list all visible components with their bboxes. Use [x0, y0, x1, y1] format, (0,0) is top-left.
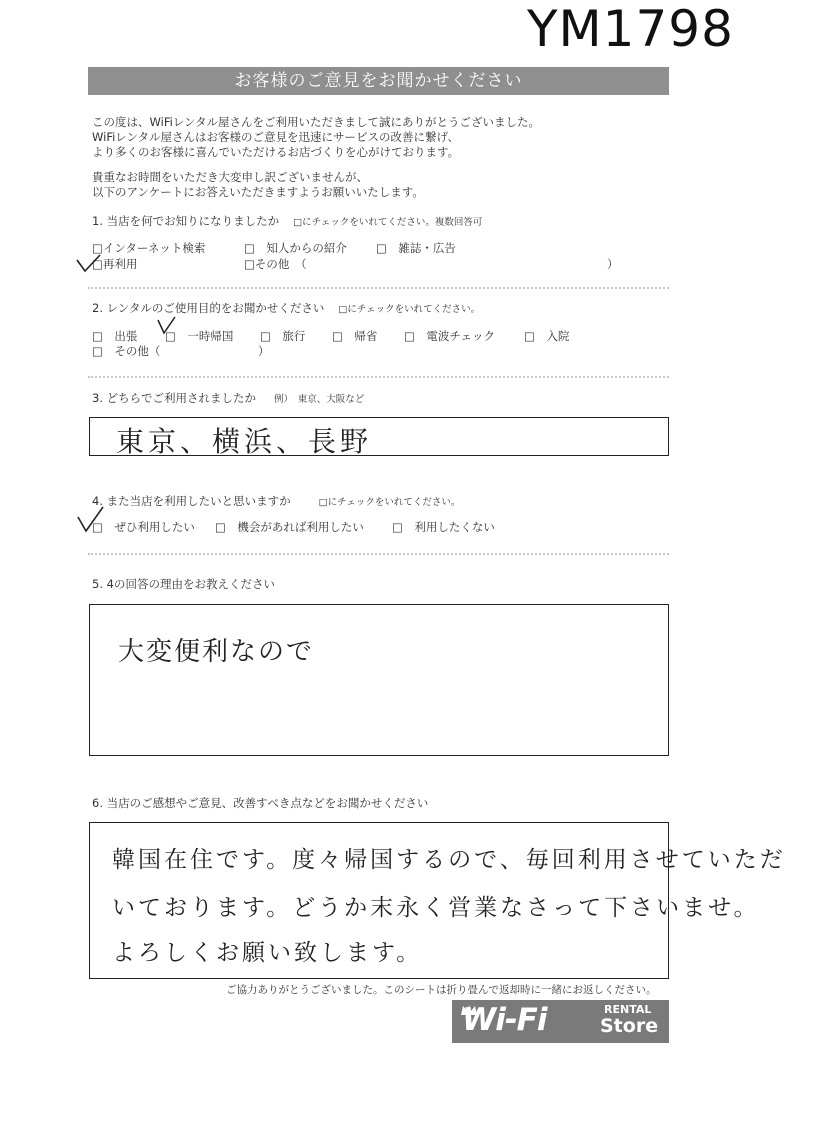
q3-answer-handwritten: 東京、横浜、長野 [116, 425, 373, 458]
logo-wifi-text: Wi-Fi [462, 1002, 547, 1038]
q4-checkmark-icon [76, 505, 106, 535]
q4-option-if-chance[interactable]: □ 機会があれば利用したい [215, 520, 364, 534]
q1-option-internet[interactable]: □インターネット検索 [92, 241, 206, 255]
divider [88, 287, 669, 289]
intro-line-2: WiFiレンタル屋さんはお客様のご意見を迅速にサービスの改善に繋げ、 [92, 130, 460, 144]
q2-option-return-home[interactable]: □ 一時帰国 [165, 329, 234, 343]
q5-label: 5. 4の回答の理由をお教えください [92, 577, 275, 591]
q3-label: 3. どちらでご利用されましたか 例） 東京、大阪など [92, 391, 365, 405]
logo-store-text: Store [600, 1015, 659, 1037]
q1-option-friend[interactable]: □ 知人からの紹介 [244, 241, 347, 255]
divider [88, 376, 669, 378]
q1-option-reuse[interactable]: □再利用 [92, 257, 138, 271]
q6-answer-line-2: いております。どうか末永く営業なさって下さいませ。 [112, 895, 760, 921]
q4-option-definitely[interactable]: □ ぜひ利用したい [92, 520, 195, 534]
q2-option-other-close: ） [258, 344, 270, 358]
q1-option-other-close: ） [607, 257, 619, 271]
q6-answer-box[interactable] [89, 822, 786, 979]
q2-option-hospital[interactable]: □ 入院 [524, 329, 570, 343]
q1-checkmark-icon [74, 252, 104, 274]
page-title: お客様のご意見をお聞かせください [88, 67, 669, 95]
q6-answer-line-3: よろしくお願い致します。 [112, 940, 423, 966]
q2-checkmark-icon [156, 316, 178, 338]
q6-answer-line-1: 韓国在住です。度々帰国するので、毎回利用させていただ [112, 847, 786, 873]
wifi-rental-store-logo [452, 1000, 669, 1043]
q1-option-other[interactable]: □その他 （ [244, 257, 307, 271]
divider [88, 553, 669, 555]
q2-option-travel[interactable]: □ 旅行 [260, 329, 306, 343]
intro-line-4: 貴重なお時間をいただき大変申し訳ございませんが、 [92, 170, 368, 184]
q2-label: 2. レンタルのご使用目的をお聞かせください □にチェックをいれてください。 [92, 301, 481, 315]
intro-line-3: より多くのお客様に喜んでいただけるお店づくりを心がけております。 [92, 145, 460, 159]
q5-answer-handwritten: 大変便利なので [118, 637, 315, 667]
q2-option-signal-check[interactable]: □ 電波チェック [404, 329, 496, 343]
q4-option-no[interactable]: □ 利用したくない [392, 520, 495, 534]
q2-option-other[interactable]: □ その他（ [92, 344, 161, 358]
q5-answer-box[interactable] [89, 604, 669, 756]
q1-option-magazine[interactable]: □ 雑誌・広告 [376, 241, 456, 255]
footer-note: ご協力ありがとうございました。このシートは折り畳んで返却時に一緒にお返しください。 [226, 984, 657, 996]
q4-label: 4. また当店を利用したいと思いますか □にチェックをいれてください。 [92, 494, 461, 508]
q1-label: 1. 当店を何でお知りになりましたか □にチェックをいれてください。複数回答可 [92, 214, 483, 228]
q6-label: 6. 当店のご感想やご意見、改善すべき点などをお聞かせください [92, 796, 429, 810]
intro-line-5: 以下のアンケートにお答えいただきますようお願いいたします。 [92, 185, 424, 199]
q3-answer-box[interactable] [89, 417, 669, 456]
intro-line-1: この度は、WiFiレンタル屋さんをご利用いただきまして誠にありがとうございました。 [92, 115, 541, 129]
q2-option-business[interactable]: □ 出張 [92, 329, 138, 343]
logo-rental-text: RENTAL [604, 1003, 652, 1016]
q2-option-homecoming[interactable]: □ 帰省 [332, 329, 378, 343]
form-id-handwritten: YM1798 [527, 0, 734, 58]
